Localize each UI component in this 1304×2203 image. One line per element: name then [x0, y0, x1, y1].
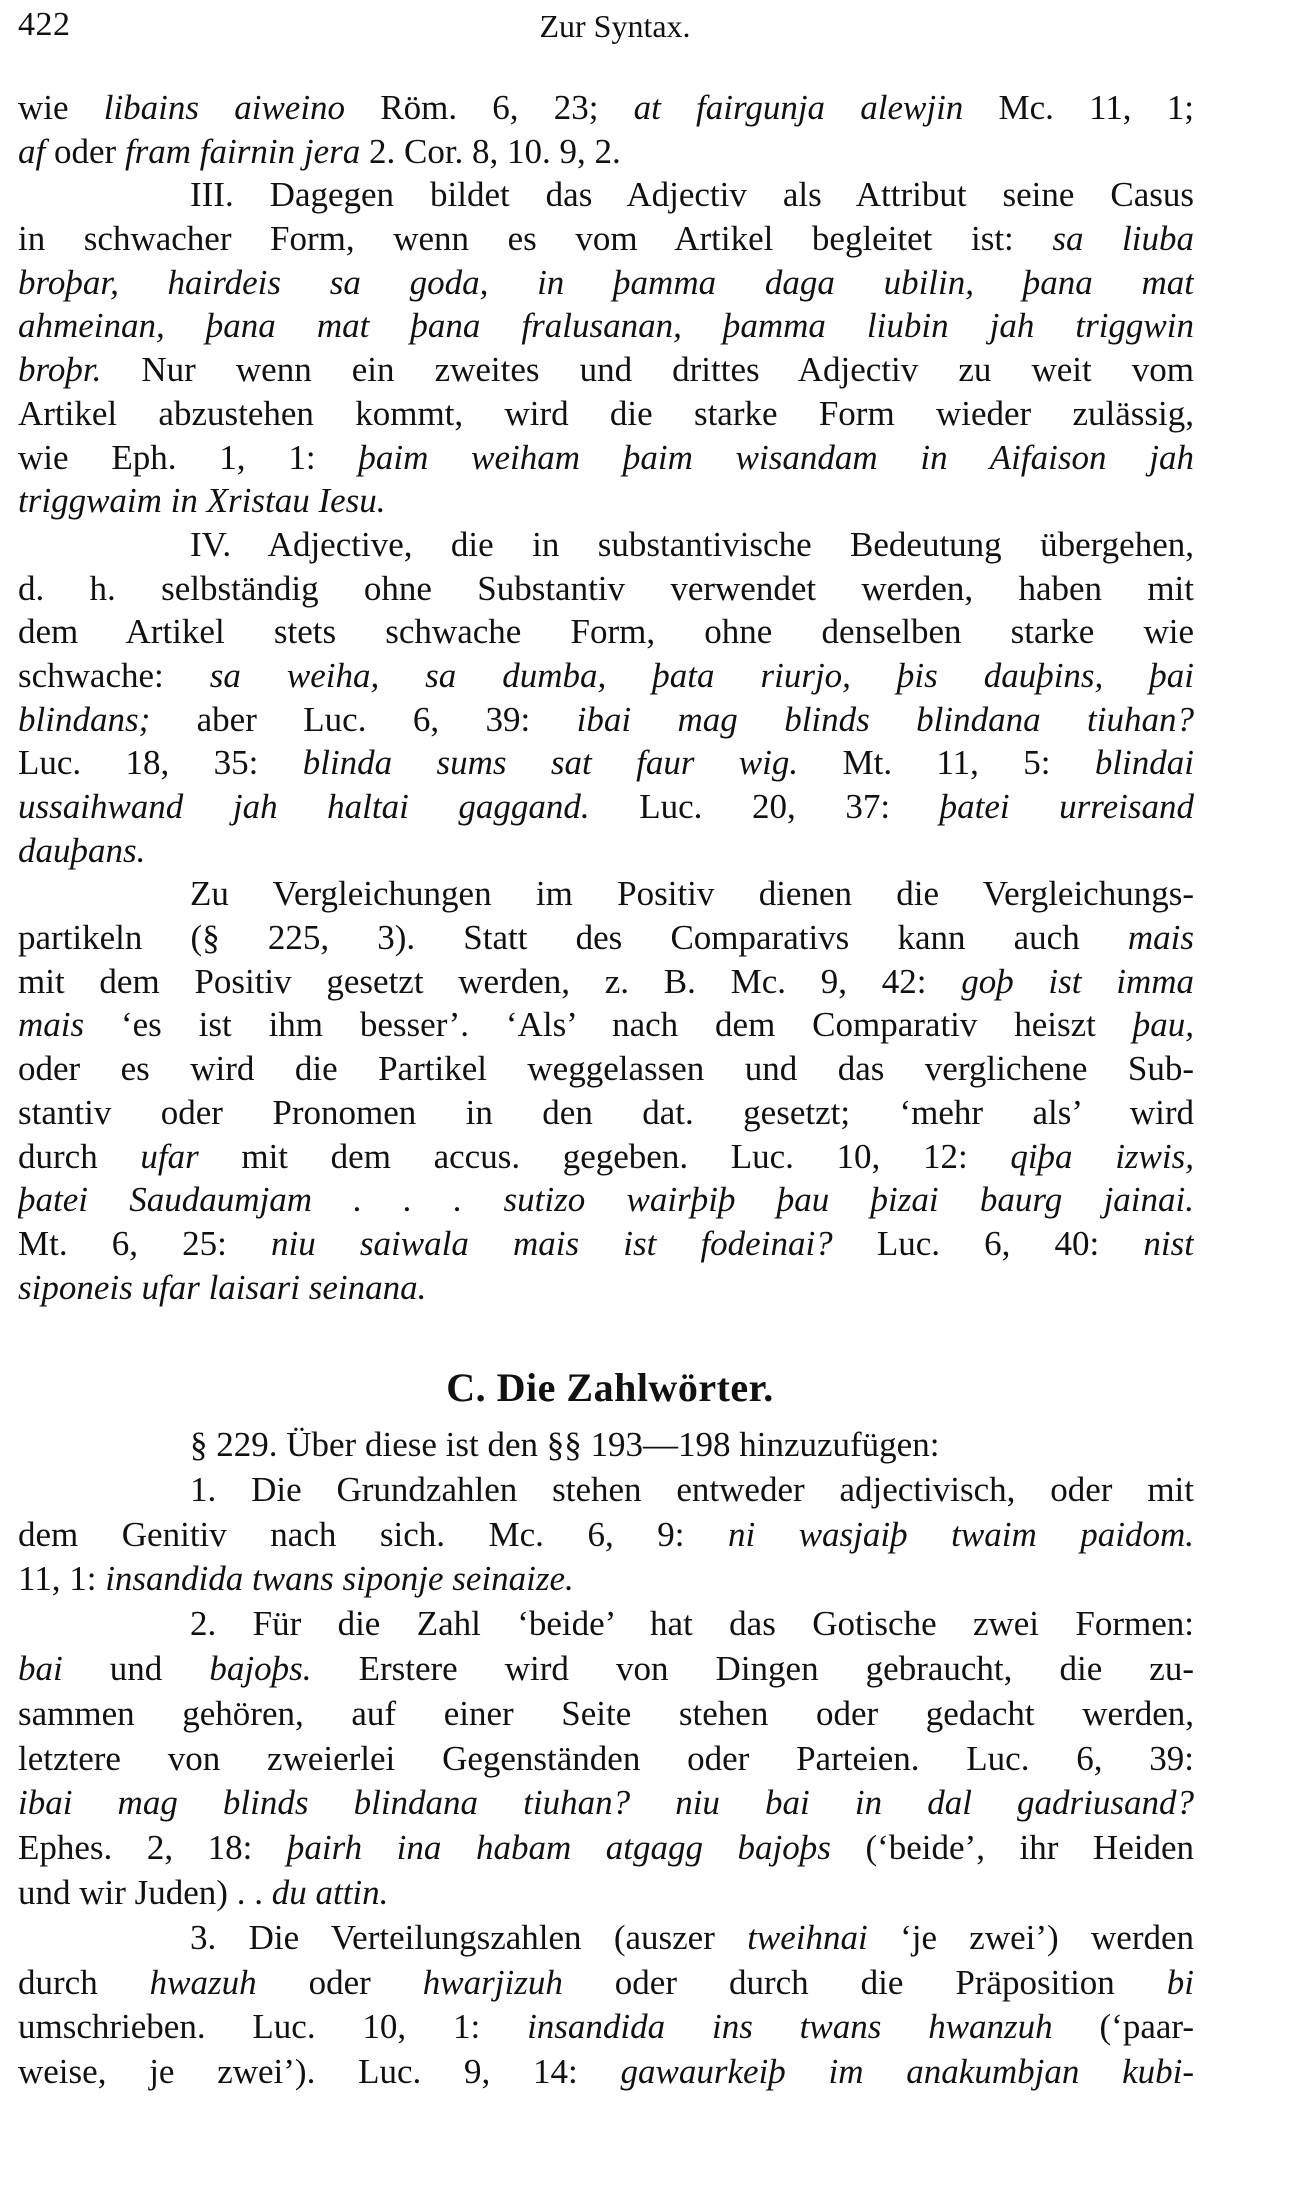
text-run: stantiv oder Pronomen in den dat. gesetzt; ‘mehr als’ wird	[18, 1092, 1194, 1132]
text-run: 11, 1:	[18, 1559, 106, 1599]
gothic-citation: sa weiha, sa dumba, þata riurjo, þis dauþins, þai	[209, 655, 1194, 695]
gothic-citation: ibai mag blinds blindana tiuhan? niu bai in dal gadriusand?	[18, 1783, 1194, 1823]
gothic-citation: gawaurkeiþ im anakumbjan kubi-	[620, 2052, 1194, 2092]
text-block-numerals	[18, 1423, 1194, 2095]
text-line	[18, 1222, 1194, 1266]
text-run: Artikel abzustehen kommt, wird die starke Form wieder zulässig,	[18, 393, 1194, 433]
text-line	[18, 523, 1194, 567]
text-run: umschrieben. Luc. 10, 1:	[18, 2007, 528, 2047]
text-run: Erstere wird von Dingen gebraucht, die zu-	[311, 1648, 1194, 1688]
text-line	[18, 1916, 1194, 1961]
text-line	[18, 392, 1194, 436]
text-line	[18, 86, 1194, 130]
text-run: Röm. 6, 23;	[345, 88, 634, 127]
text-line	[18, 2005, 1194, 2050]
text-line	[18, 1871, 1194, 1916]
text-run: wie	[18, 88, 104, 127]
text-line	[18, 785, 1194, 829]
text-line	[18, 1647, 1194, 1692]
text-run: III. Dagegen bildet das Adjectiv als Attribut seine Casus	[190, 175, 1194, 215]
text-run: 3. Die Verteilungszahlen (auszer	[190, 1917, 748, 1957]
gothic-citation: þaim weiham þaim wisandam in Aifaison jah	[358, 437, 1194, 477]
text-line	[18, 261, 1194, 305]
text-run: Luc. 18, 35:	[18, 743, 303, 783]
text-line	[18, 130, 1194, 174]
text-line	[18, 1091, 1194, 1135]
text-line	[18, 829, 1194, 873]
gothic-citation: þatei Saudaumjam . . . sutizo wairþiþ þau þizai baurg jainai.	[18, 1180, 1194, 1220]
text-line	[18, 1513, 1194, 1558]
text-run: (‘beide’, ihr Heiden	[830, 1828, 1194, 1868]
gothic-citation: tweihnai	[747, 1917, 868, 1957]
gothic-citation: þau,	[1132, 1005, 1194, 1045]
text-run: Luc. 6, 40:	[832, 1223, 1144, 1263]
text-line	[18, 1557, 1194, 1602]
text-line	[18, 2050, 1194, 2095]
text-run: schwache:	[18, 655, 210, 695]
text-line	[18, 654, 1194, 698]
gothic-citation: blinda sums sat faur wig.	[302, 743, 799, 783]
text-line	[18, 1826, 1194, 1871]
gothic-citation: blindans;	[18, 699, 151, 739]
text-run: oder	[45, 131, 125, 171]
text-run: partikeln (§ 225, 3). Statt des Comparativs kann auch	[18, 918, 1128, 958]
running-title: Zur Syntax.	[539, 8, 691, 44]
text-run: 1. Die Grundzahlen stehen entweder adjectivisch, oder mit	[190, 1469, 1194, 1509]
text-line	[18, 1178, 1194, 1222]
gothic-citation: bai	[18, 1648, 63, 1688]
text-run: durch	[18, 1962, 150, 2002]
text-line	[18, 741, 1194, 785]
text-run: oder	[256, 1962, 423, 2002]
text-run: weise, je zwei’). Luc. 9, 14:	[18, 2052, 621, 2092]
gothic-citation: mais	[18, 1005, 85, 1045]
text-line	[18, 1266, 1194, 1310]
page-number: 422	[18, 6, 71, 43]
text-run: mit dem accus. gegeben. Luc. 10, 12:	[198, 1136, 1011, 1176]
gothic-citation: niu saiwala mais ist fodeinai?	[271, 1223, 833, 1263]
text-run: Mt. 6, 25:	[18, 1223, 272, 1263]
text-run: § 229. Über diese ist den §§ 193—198 hinzuzufügen:	[190, 1425, 940, 1464]
section-heading: C. Die Zahlwörter.	[446, 1365, 774, 1410]
gothic-citation: insandida twans siponje seinaize.	[105, 1559, 574, 1599]
gothic-citation: bi	[1166, 1962, 1194, 2002]
text-run: Ephes. 2, 18:	[18, 1828, 287, 1868]
text-run: und wir Juden) . .	[18, 1872, 272, 1912]
text-line	[18, 960, 1194, 1004]
text-run: IV. Adjective, die in substantivische Bedeutung übergehen,	[190, 524, 1194, 564]
text-run: letztere von zweierlei Gegenständen oder Parteien. Luc. 6, 39:	[18, 1738, 1194, 1778]
gothic-citation: qiþa izwis,	[1010, 1136, 1194, 1176]
gothic-citation: þairh ina habam atgagg bajoþs	[286, 1828, 831, 1868]
text-line	[18, 1737, 1194, 1782]
text-run: in schwacher Form, wenn es vom Artikel begleitet ist:	[18, 219, 1053, 259]
text-run: (‘paar-	[1052, 2007, 1194, 2047]
text-run: ‘je zwei’) werden	[867, 1917, 1194, 1957]
gothic-citation: hwarjizuh	[422, 1962, 563, 2002]
text-run: d. h. selbständig ohne Substantiv verwendet werden, haben mit	[18, 568, 1194, 608]
gothic-citation: at fairgunja alewjin	[633, 88, 964, 127]
text-run: Luc. 20, 37:	[589, 787, 940, 826]
text-line	[18, 173, 1194, 217]
text-run: Mt. 11, 5:	[798, 743, 1095, 783]
text-line	[18, 436, 1194, 480]
gothic-citation: mais	[1127, 918, 1194, 958]
text-line	[18, 916, 1194, 960]
gothic-citation: bajoþs.	[209, 1648, 312, 1688]
text-line	[18, 1692, 1194, 1737]
gothic-citation: hwazuh	[149, 1962, 257, 2002]
gothic-citation: sa liuba	[1052, 219, 1194, 259]
gothic-citation: þatei urreisand	[939, 787, 1194, 826]
text-run: ‘es ist ihm besser’. ‘Als’ nach dem Comparativ heiszt	[84, 1005, 1133, 1045]
text-block-adjectives	[18, 86, 1194, 1309]
gothic-citation: broþar, hairdeis sa goda, in þamma daga ubilin, þana mat	[18, 262, 1194, 302]
text-run: sammen gehören, auf einer Seite stehen oder gedacht werden,	[18, 1693, 1194, 1733]
text-run: Zu Vergleichungen im Positiv dienen die Vergleichungs-	[190, 874, 1194, 914]
text-run: und	[62, 1648, 210, 1688]
gothic-citation: blindai	[1094, 743, 1194, 783]
text-line	[18, 1423, 1194, 1468]
gothic-citation: fram fairnin jera	[124, 131, 361, 171]
text-line	[18, 872, 1194, 916]
text-line	[18, 1781, 1194, 1826]
text-line	[18, 1047, 1194, 1091]
text-line	[18, 698, 1194, 742]
text-line	[18, 1003, 1194, 1047]
text-run: Nur wenn ein zweites und drittes Adjectiv zu weit vom	[101, 350, 1194, 390]
gothic-citation: af	[18, 131, 46, 171]
text-line	[18, 1468, 1194, 1513]
gothic-citation: du attin.	[271, 1872, 389, 1912]
text-line	[18, 304, 1194, 348]
text-line	[18, 217, 1194, 261]
gothic-citation: ufar	[140, 1136, 199, 1176]
running-head	[0, 6, 1304, 46]
gothic-citation: nist	[1143, 1223, 1194, 1263]
text-run: oder es wird die Partikel weggelassen und das verglichene Sub-	[18, 1049, 1194, 1089]
gothic-citation: libains aiweino	[103, 88, 346, 127]
text-line	[18, 1135, 1194, 1179]
gothic-citation: goþ ist imma	[961, 961, 1194, 1001]
text-line	[18, 567, 1194, 611]
text-line	[18, 1961, 1194, 2006]
text-run: mit dem Positiv gesetzt werden, z. B. Mc. 9, 42:	[18, 961, 962, 1001]
gothic-citation: ahmeinan, þana mat þana fralusanan, þamma liubin jah triggwin	[18, 306, 1194, 346]
text-run: durch	[18, 1136, 141, 1176]
gothic-citation: ni wasjaiþ twaim paidom.	[727, 1514, 1194, 1554]
text-line	[18, 348, 1194, 392]
text-run: 2. Cor. 8, 10. 9, 2.	[360, 131, 621, 171]
text-line	[18, 610, 1194, 654]
gothic-citation: siponeis ufar laisari seinana.	[18, 1267, 427, 1307]
text-run: wie Eph. 1, 1:	[18, 437, 359, 477]
text-line	[18, 1602, 1194, 1647]
text-run: Mc. 11, 1;	[963, 88, 1194, 127]
gothic-citation: ussaihwand jah haltai gaggand.	[18, 787, 590, 826]
gothic-citation: dauþans.	[18, 830, 146, 870]
text-run: oder durch die Präposition	[562, 1962, 1167, 2002]
text-run: dem Genitiv nach sich. Mc. 6, 9:	[18, 1514, 728, 1554]
text-run: dem Artikel stets schwache Form, ohne denselben starke wie	[18, 612, 1194, 652]
gothic-citation: triggwaim in Xristau Iesu.	[18, 481, 386, 521]
gothic-citation: insandida ins twans hwanzuh	[527, 2007, 1053, 2047]
gothic-citation: ibai mag blinds blindana tiuhan?	[576, 699, 1194, 739]
text-line	[18, 479, 1194, 523]
text-run: 2. Für die Zahl ‘beide’ hat das Gotische zwei Formen:	[190, 1604, 1194, 1644]
text-run: aber Luc. 6, 39:	[150, 699, 577, 739]
gothic-citation: broþr.	[18, 350, 102, 390]
